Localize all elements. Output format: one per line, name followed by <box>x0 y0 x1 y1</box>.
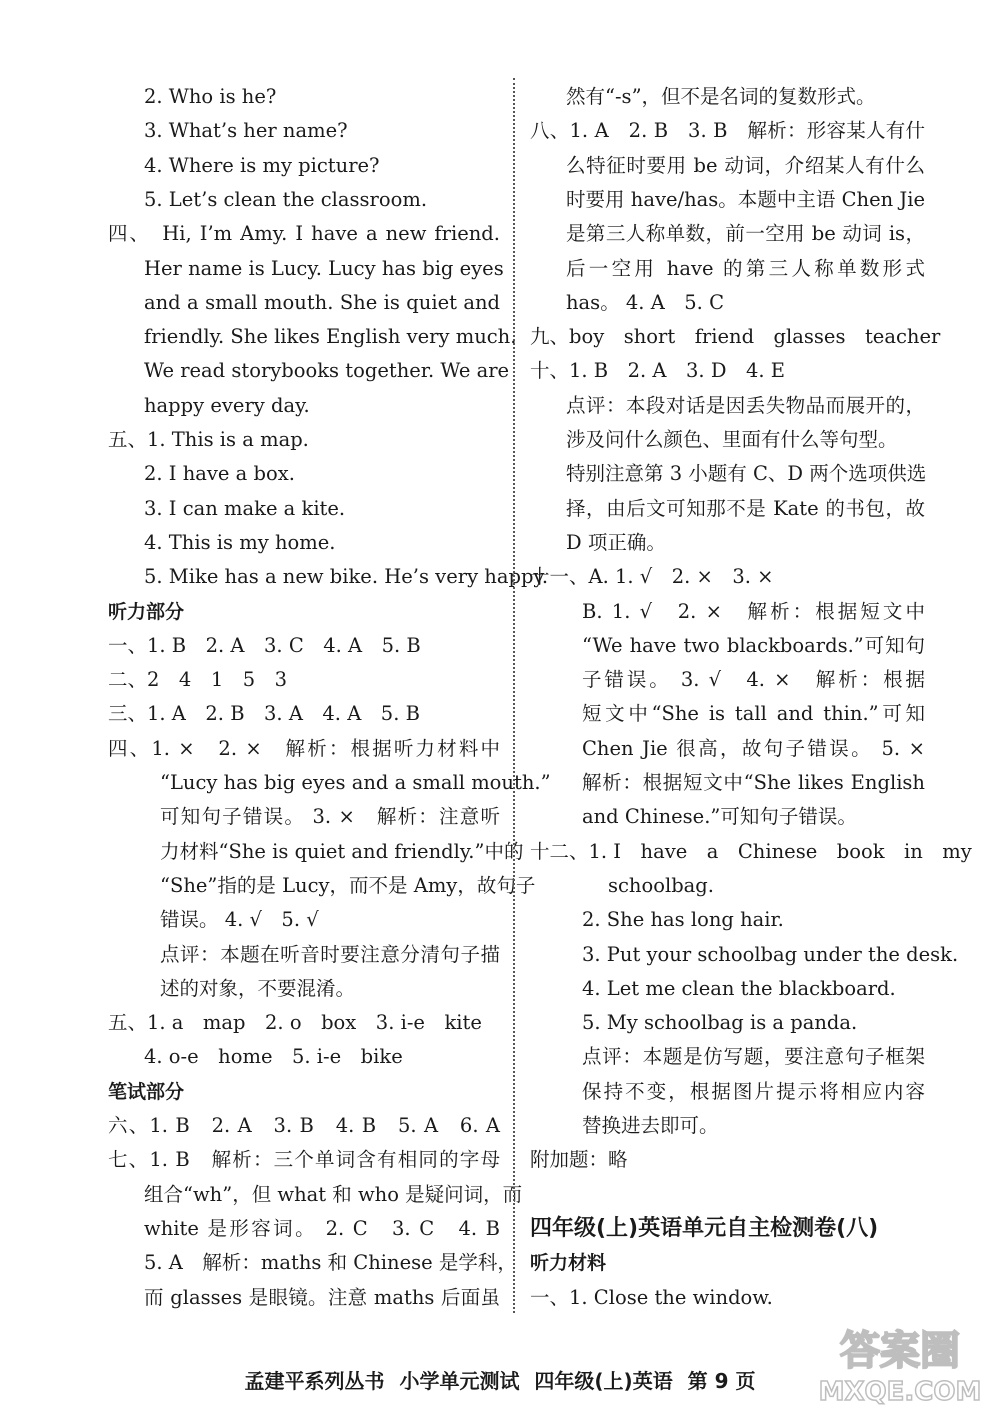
answer-line: white 是形容词。 2. C 3. C 4. B <box>144 1216 500 1240</box>
answer-line: 5. Mike has a new bike. He’s very happy. <box>144 565 549 589</box>
answer-line: 4. Where is my picture? <box>144 153 380 177</box>
answer-line: 特别注意第 3 小题有 C、D 两个选项供选 <box>566 462 927 486</box>
answer-line: 解析：根据短文中“She likes English <box>582 771 925 794</box>
answer-line: 保持不变，根据图片提示将相应内容 <box>582 1079 925 1103</box>
answer-line: 5. Let’s clean the classroom. <box>144 187 428 211</box>
answer-line: 三、1. A 2. B 3. A 4. A 5. B <box>108 702 420 726</box>
answer-line: 然有“-s”，但不是名词的复数形式。 <box>566 85 876 108</box>
answer-line: 一、1. Close the window. <box>530 1285 773 1309</box>
answer-line: 点评：本题在听音时要注意分清句子描 <box>160 942 500 966</box>
answer-line: Chen Jie 很高，故句子错误。 5. × <box>582 736 925 760</box>
answer-line: We read storybooks together. We are <box>144 359 510 383</box>
answer-line: and Chinese.”可知句子错误。 <box>582 805 857 829</box>
answer-line: happy every day. <box>144 393 310 417</box>
answer-line: 七、1. B 解析：三个单词含有相同的字母 <box>108 1148 500 1172</box>
watermark-line2: MXQE.COM <box>818 1377 982 1407</box>
answer-line: 后一空用 have 的第三人称单数形式 <box>566 256 925 280</box>
answer-line: has。 4. A 5. C <box>566 290 724 314</box>
answer-line: 时要用 have/has。本题中主语 Chen Jie <box>566 187 925 211</box>
section-heading: 听力材料 <box>530 1252 607 1275</box>
answer-line: schoolbag. <box>608 873 714 897</box>
answer-line: 五、1. a map 2. o box 3. i-e kite <box>108 1011 482 1035</box>
answer-line: 五、1. This is a map. <box>108 428 309 451</box>
answer-line: 短文中“She is tall and thin.”可知 <box>582 702 925 726</box>
answer-line: 么特征时要用 be 动词，介绍某人有什么 <box>566 153 925 177</box>
answer-line: 述的对象，不要混淆。 <box>160 976 356 1000</box>
answer-line: 2. I have a box. <box>144 462 295 486</box>
answer-line: 替换进去即可。 <box>582 1114 719 1137</box>
answer-line: Her name is Lucy. Lucy has big eyes <box>144 256 504 280</box>
answer-line: 5. My schoolbag is a panda. <box>582 1011 858 1035</box>
answer-line: 一、1. B 2. A 3. C 4. A 5. B <box>108 633 421 657</box>
watermark-line1: 答案圈 <box>840 1328 960 1374</box>
footer-series: 孟建平系列丛书 <box>244 1369 385 1393</box>
answer-line: 附加题：略 <box>530 1148 628 1172</box>
answer-line: 八、1. A 2. B 3. B 解析：形容某人有什 <box>530 119 925 143</box>
answer-line: 是第三人称单数，前一空用 be 动词 is， <box>566 222 925 246</box>
answer-line: 力材料“She is quiet and friendly.”中的 <box>160 839 524 863</box>
footer-page-number: 第 9 页 <box>687 1369 756 1393</box>
answer-line: 4. o-e home 5. i-e bike <box>144 1045 403 1069</box>
answer-line: 2. Who is he? <box>144 85 277 108</box>
answer-line: 二、2 4 1 5 3 <box>108 668 288 692</box>
answer-line: 4. Let me clean the blackboard. <box>582 976 896 1000</box>
watermark-logo <box>815 1322 985 1407</box>
answer-line: 十二、1. I have a Chinese book in my <box>530 839 972 863</box>
test-title: 四年级(上)英语单元自主检测卷(八) <box>530 1215 879 1241</box>
footer-book: 小学单元测试 <box>399 1369 520 1393</box>
answer-line: “She”指的是 Lucy，而不是 Amy，故句子 <box>160 873 536 897</box>
answer-line: 六、1. B 2. A 3. B 4. B 5. A 6. A <box>108 1114 500 1137</box>
section-heading: 听力部分 <box>108 600 185 623</box>
answer-line: B. 1. √ 2. × 解析：根据短文中 <box>582 599 925 623</box>
footer-grade: 四年级(上)英语 <box>534 1369 673 1393</box>
answer-line: “We have two blackboards.”可知句 <box>582 633 925 657</box>
answer-line: and a small mouth. She is quiet and <box>144 290 500 314</box>
answer-line: 而 glasses 是眼镜。注意 maths 后面虽 <box>144 1285 500 1309</box>
answer-line: 点评：本段对话是因丢失物品而展开的， <box>566 393 925 417</box>
section-heading: 笔试部分 <box>108 1080 185 1103</box>
answer-line: 涉及问什么颜色、里面有什么等句型。 <box>566 428 898 451</box>
column-divider <box>513 78 515 1313</box>
answer-line: friendly. She likes English very much. <box>144 325 517 349</box>
answer-line: 子错误。 3. √ 4. × 解析：根据 <box>582 668 925 692</box>
answer-line: 可知句子错误。 3. × 解析：注意听 <box>160 805 500 829</box>
answer-line: 4. This is my home. <box>144 530 336 554</box>
answer-line: 十、1. B 2. A 3. D 4. E <box>530 359 785 383</box>
answer-line: 点评：本题是仿写题，要注意句子框架 <box>582 1045 925 1069</box>
answer-line: 3. I can make a kite. <box>144 496 346 520</box>
answer-line: 十一、A. 1. √ 2. × 3. × <box>530 565 774 589</box>
answer-line: 3. What’s her name? <box>144 119 348 143</box>
answer-line: 九、boy short friend glasses teacher <box>530 325 941 349</box>
answer-line: 组合“wh”，但 what 和 who 是疑问词，而 <box>144 1182 523 1206</box>
answer-line: 四、 Hi, I’m Amy. I have a new friend. <box>108 222 500 246</box>
answer-line <box>530 1178 925 1212</box>
answer-line: “Lucy has big eyes and a small mouth.” <box>160 771 551 794</box>
answer-line: 四、1. × 2. × 解析：根据听力材料中 <box>108 736 500 760</box>
answer-line: 错误。 4. √ 5. √ <box>160 908 319 932</box>
answer-line: 择，由后文可知那不是 Kate 的书包，故 <box>566 496 925 520</box>
answer-line: D 项正确。 <box>566 530 666 554</box>
answer-line: 2. She has long hair. <box>582 908 784 932</box>
answer-line: 3. Put your schoolbag under the desk. <box>582 942 959 966</box>
answer-line: 5. A 解析：maths 和 Chinese 是学科， <box>144 1251 517 1275</box>
